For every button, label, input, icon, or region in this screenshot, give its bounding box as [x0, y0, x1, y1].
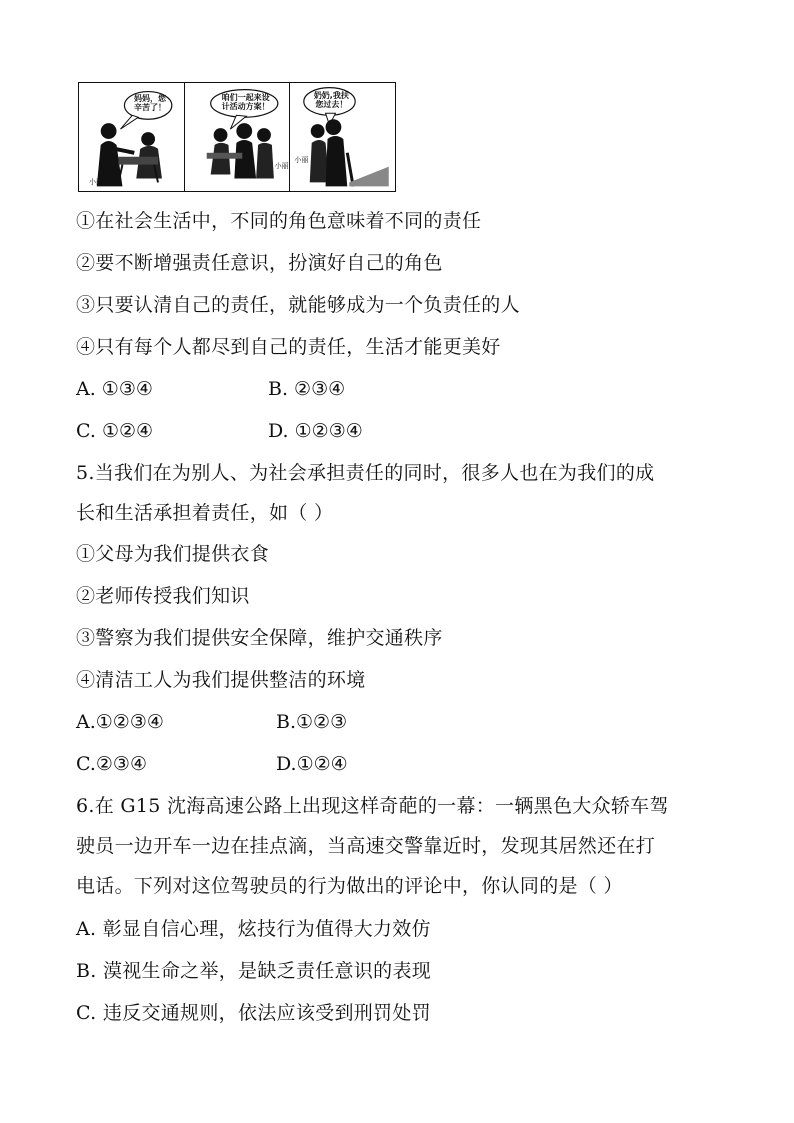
q6-option-a[interactable]: A. 彰显自信心理，炫技行为值得大力效仿	[76, 918, 431, 940]
comic-bubble-3	[304, 91, 358, 109]
comic-name-3: 小丽	[294, 156, 309, 164]
comic-panel-3	[290, 83, 395, 191]
q5-statement-1: ①父母为我们提供衣食	[76, 543, 270, 565]
q4-option-b[interactable]: B. ②③④	[268, 378, 346, 400]
q5-statement-2: ②老师传授我们知识	[76, 585, 250, 607]
q5-statement-3: ③警察为我们提供安全保障，维护交通秩序	[76, 627, 443, 649]
comic-strip	[78, 82, 396, 192]
q5-option-b[interactable]: B.①②③	[276, 711, 348, 733]
q4-option-c[interactable]: C. ①②④	[76, 420, 154, 442]
comic-panel-2	[185, 83, 291, 191]
comic-bubble-2-text: 咱们一起来设 计活动方案！	[221, 93, 270, 111]
comic-bubble-3-text: 奶奶,我扶 您过去！	[313, 91, 349, 109]
q6-stem-line-3: 电话。下列对这位驾驶员的行为做出的评论中，你认同的是（ ）	[76, 875, 623, 897]
q6-stem-line-1: 6.在 G15 沈海高速公路上出现这样奇葩的一幕：一辆黑色大众轿车驾	[76, 795, 669, 817]
q4-statement-4: ④只有每个人都尽到自己的责任，生活才能更美好	[76, 336, 501, 358]
q6-option-b[interactable]: B. 漠视生命之举，是缺乏责任意识的表现	[76, 960, 432, 982]
q5-option-a[interactable]: A.①②③④	[76, 711, 164, 733]
comic-name-1: 小丽	[89, 178, 103, 186]
comic-panel-1	[79, 83, 185, 191]
q5-stem-line-1: 5.当我们在为别人、为社会承担责任的同时，很多人也在为我们的成	[76, 462, 655, 484]
comic-name-2: 小丽	[274, 162, 289, 170]
q6-option-c[interactable]: C. 违反交通规则，依法应该受到刑罚处罚	[76, 1002, 431, 1024]
q4-option-a[interactable]: A. ①③④	[76, 378, 153, 400]
comic-bubble-1-line1: 妈妈，您 辛苦了！	[134, 94, 166, 112]
q5-statement-4: ④清洁工人为我们提供整洁的环境	[76, 669, 366, 691]
comic-bubble-1	[129, 94, 171, 112]
q4-statement-3: ③只要认清自己的责任，就能够成为一个负责任的人	[76, 294, 520, 316]
q5-option-d[interactable]: D.①②④	[276, 753, 348, 775]
q4-statement-1: ①在社会生活中，不同的角色意味着不同的责任	[76, 210, 482, 232]
q6-stem-line-2: 驶员一边开车一边在挂点滴，当高速交警靠近时，发现其居然还在打	[76, 835, 656, 857]
q4-statement-2: ②要不断增强责任意识，扮演好自己的角色	[76, 252, 443, 274]
comic-bubble-2	[215, 93, 277, 111]
q4-option-d[interactable]: D. ①②③④	[268, 420, 363, 442]
q5-option-c[interactable]: C.②③④	[76, 753, 147, 775]
q5-stem-line-2: 长和生活承担着责任，如（ ）	[76, 502, 334, 524]
